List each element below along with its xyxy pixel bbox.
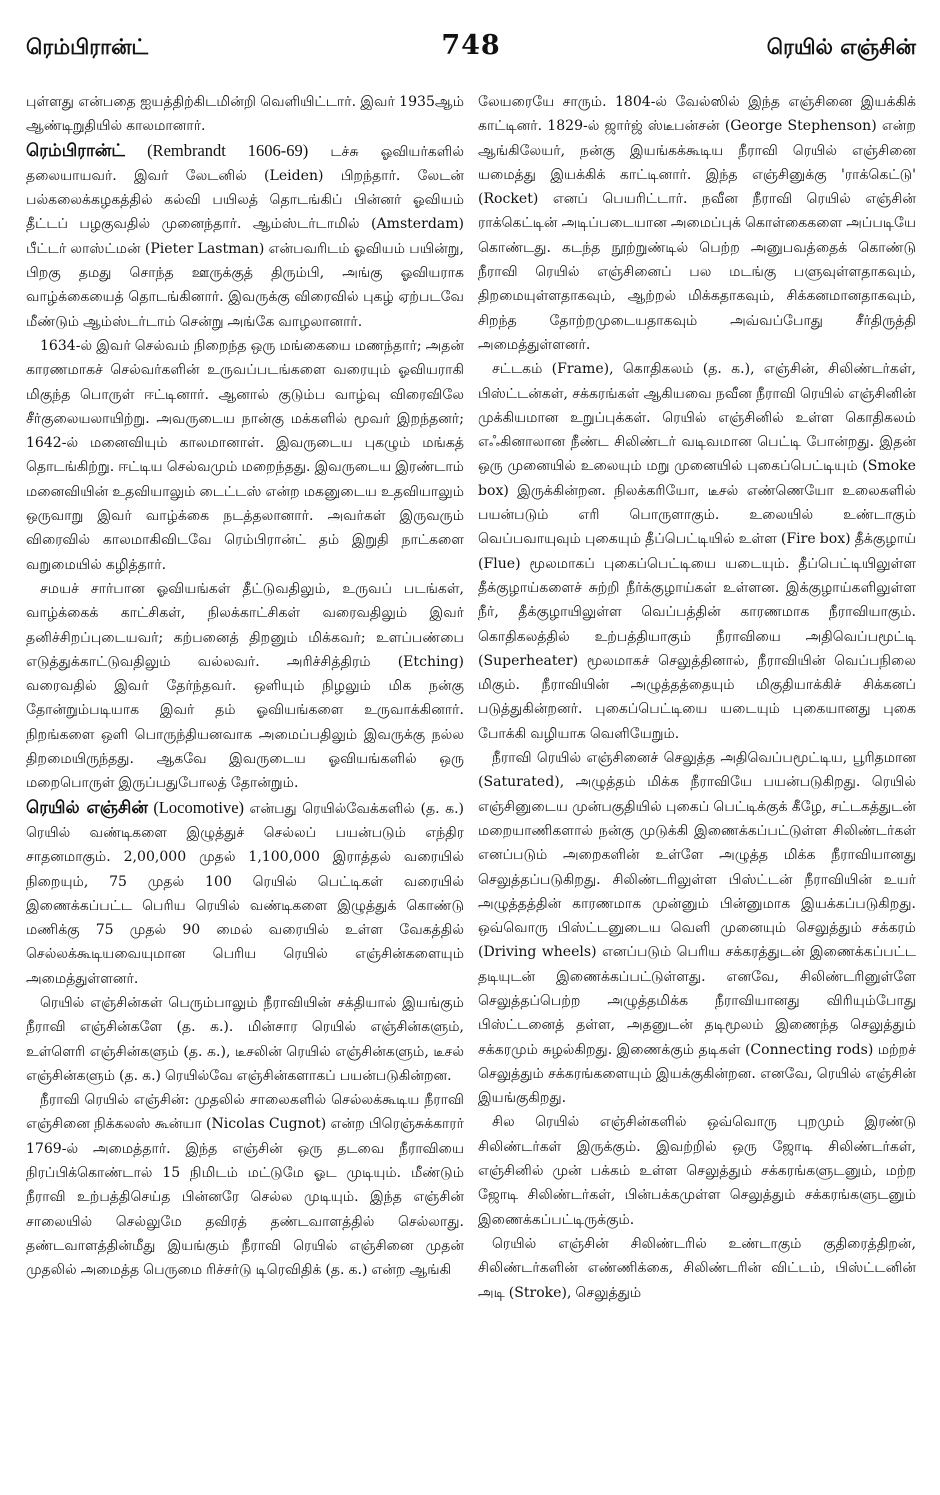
- paragraph: லேயரையே சாரும். 1804-ல் வேல்ஸில் இந்த எஞ்சினை இயக்கிக் காட்டினர். 1829-ல் ஜார்ஜ் ஸ்டீபன்சன் (George Stephenson) என்ற ஆங்கிலேயர், நன்கு இயங்கக்கூடிய நீராவி ரெயில் எஞ்சினை யமைத்து இயக்கிக் காட்டினார். இந்த எஞ்சினுக்கு 'ராக்கெட்டு' (Rocket) எனப் பெயரிட்டார். நவீன நீராவி ரெயில் எஞ்சின் ராக்கெட்டின் அடிப்படையான அமைப்புக் கொள்கைகளை அப்படியே கொண்டது. கடந்த நூற்றுண்டில் பெற்ற அனுபவத்தைக் கொண்டு நீராவி ரெயில் எஞ்சினைப் பல மடங்கு பளுவுள்ளதாகவும், திறமையுள்ளதாகவும், ஆற்றல் மிக்கதாகவும், சிக்கனமானதாகவும், சிறந்த தோற்றமுடையதாகவும் அவ்வப்போது சீர்திருத்தி அமைத்துள்ளனர்.: [478, 94, 916, 353]
- text-columns: [26, 90, 916, 1475]
- paragraph: நீராவி ரெயில் எஞ்சின்: முதலில் சாலைகளில் செல்லக்கூடிய நீராவி எஞ்சினை நிக்கலஸ் கூன்யா (Nicolas Cugnot) என்ற பிரெஞ்சுக்காரர் 1769-ல் அமைத்தார். இந்த எஞ்சின் ஒரு தடவை நீராவியை நிரப்பிக்கொண்டால் 15 நிமிடம் மட்டுமே ஓட முடியும். மீண்டும் நீராவி உற்பத்திசெய்த பின்னரே செல்ல முடியும். இந்த எஞ்சின் சாலையில் செல்லுமே தவிரத் தண்டவாளத்தில் செல்லாது. தண்டவாளத்தின்மீது இயங்கும் நீராவி ரெயில் எஞ்சினை முதன் முதலில் அமைத்த பெருமை ரிச்சர்டு டிரெவிதிக் (த. க.) என்ற ஆங்கி: [26, 1092, 464, 1279]
- page-header: [26, 30, 916, 70]
- left-column: [26, 90, 464, 1475]
- entry-locomotive: [26, 796, 464, 991]
- paragraph: நீராவி ரெயில் எஞ்சினைச் செலுத்த அதிவெப்பமூட்டிய, பூரிதமான (Saturated), அழுத்தம் மிக்க நீராவியே பயன்படுகிறது. ரெயில் எஞ்சினுடைய முன்பகுதியில் புகைப் பெட்டிக்குக் கீழே, சட்டகத்துடன் மறையாணிகளால் நன்கு முடுக்கி இணைக்கப்பட்டுள்ள சிலிண்டர்கள் எனப்படும் அறைகளின் உள்ளே அழுத்த மிக்க நீராவியானது செலுத்தப்படுகிறது. சிலிண்டரிலுள்ள பிஸ்ட்டன் நீராவியின் உயர் அழுத்தத்தின் காரணமாக முன்னும் பின்னுமாக இயக்கப்படுகிறது. ஒவ்வொரு பிஸ்ட்டனுடைய வெளி முனையும் செலுத்தும் சக்கரம் (Driving wheels) எனப்படும் பெரிய சக்கரத்துடன் இணைக்கப்பட்ட தடியுடன் இணைக்கப்பட்டுள்ளது. எனவே, சிலிண்டரினுள்ளே செலுத்தப்பெற்ற அழுத்தமிக்க நீராவியானது விரியும்போது பிஸ்ட்டனைத் தள்ள, அதனுடன் தடிமூலம் இணைந்த செலுத்தும் சக்கரமும் சுழல்கிறது. இணைக்கும் தடிகள் (Connecting rods) மற்றச் செலுத்தும் சக்கரங்களையும் இயக்குகின்றன. எனவே, ரெயில் எஞ்சின் இயங்குகிறது.: [478, 750, 916, 1107]
- entry-latin-name: (Locomotive): [153, 797, 245, 817]
- entry-body: டச்சு ஓவியர்களில் தலையாயவர். இவர் லேடனில் (Leiden) பிறந்தார். லேடன் பல்கலைக்கழகத்தில் கல்வி பயிலத் தொடங்கிப் பின்னர் ஓவியம் தீட்டப் பழகுவதில் முனைந்தார். ஆம்ஸ்டர்டாமில் (Amsterdam) பீட்டர் லாஸ்ட்மன் (Pieter Lastman) என்பவரிடம் ஓவியம் பயின்று, பிறகு தமது சொந்த ஊருக்குத் திரும்பி, அங்கு ஓவியராக வாழ்க்கையைத் தொடங்கினார். இவருக்கு விரைவில் புகழ் ஏற்படவே மீண்டும் ஆம்ஸ்டர்டாம் சென்று அங்கே வாழலானார்.: [26, 143, 464, 330]
- page-number: 748: [441, 30, 501, 61]
- paragraph: ரெயில் எஞ்சின்கள் பெரும்பாலும் நீராவியின் சக்தியால் இயங்கும் நீராவி எஞ்சின்களே (த. க.). மின்சார ரெயில் எஞ்சின்களும், உள்ளெரி எஞ்சின்களும் (த. க.), டீசலின் ரெயில் எஞ்சின்களும், டீசல் எஞ்சின்களும் (த. க.) ரெயில்வே எஞ்சின்களாகப் பயன்படுகின்றன.: [26, 994, 464, 1084]
- entry-body: என்பது ரெயில்வேக்களில் (த. க.) ரெயில் வண்டிகளை இழுத்துச் செல்லப் பயன்படும் எந்திர சாதனமாகும். 2,00,000 முதல் 1,100,000 இராத்தல் வரையில் நிறையும், 75 முதல் 100 ரெயில் பெட்டிகள் வரையில் இணைக்கப்பட்ட பெரிய ரெயில் வண்டிகளை இழுத்துக் கொண்டு மணிக்கு 75 முதல் 90 மைல் வரையில் உள்ள வேகத்தில் செல்லக்கூடியவையுமான பெரிய ரெயில் எஞ்சின்களையும் அமைத்துள்ளனர்.: [26, 800, 464, 987]
- paragraph: சமயச் சார்பான ஓவியங்கள் தீட்டுவதிலும், உருவப் படங்கள், வாழ்க்கைக் காட்சிகள், நிலக்காட்சிகள் வரைவதிலும் இவர் தனிச்சிறப்புடையவர்; கற்பனைத் திறனும் மிக்கவர்; உளப்பண்பை எடுத்துக்காட்டுவதிலும் வல்லவர். அரிச்சித்திரம் (Etching) வரைவதில் இவர் தேர்ந்தவர். ஒளியும் நிழலும் மிக நன்கு தோன்றும்படியாக இவர் தம் ஓவியங்களை உருவாக்கினார். நிறங்களை ஒளி பொருந்தியனவாக அமைப்பதிலும் இவருக்கு நல்ல திறமையிருந்தது. ஆகவே இவருடைய ஓவியங்களில் ஒரு மறைபொருள் இருப்பதுபோலத் தோன்றும்.: [26, 580, 464, 792]
- paragraph: ரெயில் எஞ்சின் சிலிண்டரில் உண்டாகும் குதிரைத்திறன், சிலிண்டர்களின் எண்ணிக்கை, சிலிண்டரின் விட்டம், பிஸ்ட்டனின் அடி (Stroke), செலுத்தும்: [478, 1235, 916, 1301]
- entry-latin-name: (Rembrandt 1606-69): [147, 140, 309, 160]
- running-head-left: ரெம்பிரான்ட்: [26, 34, 149, 59]
- paragraph: சில ரெயில் எஞ்சின்களில் ஒவ்வொரு புறமும் இரண்டு சிலிண்டர்கள் இருக்கும். இவற்றில் ஒரு ஜோடி சிலிண்டர்கள், எஞ்சினில் முன் பக்கம் உள்ள செலுத்தும் சக்கரங்களுடனும், மற்ற ஜோடி சிலிண்டர்கள், பின்பக்கமுள்ள செலுத்தும் சக்கரங்களுடனும் இணைக்கப்பட்டிருக்கும்.: [478, 1114, 916, 1228]
- paragraph: 1634-ல் இவர் செல்வம் நிறைந்த ஒரு மங்கையை மணந்தார்; அதன் காரணமாகச் செல்வர்களின் உருவப்படங்களை வரையும் ஓவியராகி மிகுந்த பொருள் ஈட்டினார். ஆனால் குடும்ப வாழ்வு விரைவிலே சீர்குலையலாயிற்று. அவருடைய நான்கு மக்களில் மூவர் இறந்தனர்; 1642-ல் மனைவியும் காலமானாள். இவருடைய புகழும் மங்கத் தொடங்கிற்று. ஈட்டிய செல்வமும் மறைந்தது. இவருடைய இரண்டாம் மனைவியின் உதவியாலும் டைட்டஸ் என்ற மகனுடைய உதவியாலும் ஒருவாறு இவர் வாழ்க்கை நடத்தலானார். அவர்கள் இருவரும் விரைவில் காலமாகிவிடவே ரெம்பிரான்ட் தம் இறுதி நாட்களை வறுமையில் கழித்தார்.: [26, 337, 464, 573]
- entry-headword: ரெம்பிரான்ட்: [26, 140, 125, 161]
- entry-headword: ரெயில் எஞ்சின்: [26, 797, 148, 818]
- paragraph: புள்ளது என்பதை ஐயத்திற்கிடமின்றி வெளியிட்டார். இவர் 1935ஆம் ஆண்டிறுதியில் காலமானார்.: [26, 94, 464, 135]
- entry-rembrandt: [26, 139, 464, 334]
- paragraph: சட்டகம் (Frame), கொதிகலம் (த. க.), எஞ்சின், சிலிண்டர்கள், பிஸ்ட்டன்கள், சக்கரங்கள் ஆகியவை நவீன நீராவி ரெயில் எஞ்சினின் முக்கியமான உறுப்புக்கள். ரெயில் எஞ்சினில் உள்ள கொதிகலம் எஃகினாலான நீண்ட சிலிண்டர் வடிவமான பெட்டி போன்றது. இதன் ஒரு முனையில் உலையும் மறு முனையில் புகைப்பெட்டியும் (Smoke box) இருக்கின்றன. நிலக்கரியோ, டீசல் எண்ணெயோ உலைகளில் பயன்படும் எரி பொருளாகும். உலையில் உண்டாகும் வெப்பவாயுவும் புகையும் தீப்பெட்டியில் உள்ள (Fire box) தீக்குழாய் (Flue) மூலமாகப் புகைப்பெட்டியை யடையும். தீப்பெட்டியிலுள்ள தீக்குழாய்களைச் சுற்றி நீர்க்குழாய்கள் உள்ளன. இக்குழாய்களிலுள்ள நீர், தீக்குழாயிலுள்ள வெப்பத்தின் காரணமாக நீராவியாகும். கொதிகலத்தில் உற்பத்தியாகும் நீராவியை அதிவெப்பமூட்டி (Superheater) மூலமாகச் செலுத்தினால், நீராவியின் வெப்பநிலை மிகும். நீராவியின் அழுத்தத்தையும் மிகுதியாக்கிச் சிக்கனப் படுத்துகின்றனர். புகைப்பெட்டியை யடையும் புகையானது புகை போக்கி வழியாக வெளியேறும்.: [478, 361, 916, 742]
- running-head-right: ரெயில் எஞ்சின்: [766, 34, 916, 59]
- right-column: [478, 90, 916, 1475]
